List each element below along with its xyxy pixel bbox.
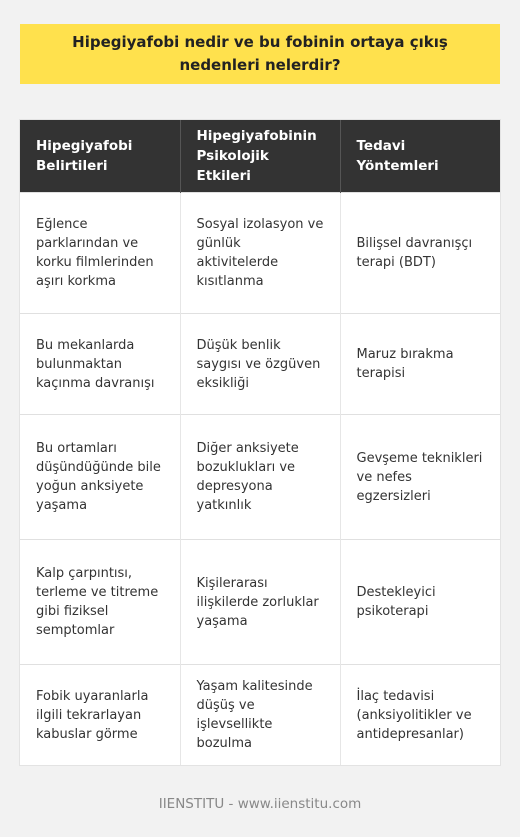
table-row xyxy=(20,540,500,665)
table-cell: Kalp çarpıntısı, terleme ve titreme gibi fiziksel semptomlar xyxy=(20,540,180,665)
table-cell: Sosyal izolasyon ve günlük aktivitelerde kısıtlanma xyxy=(180,193,340,314)
page-title: Hipegiyafobi nedir ve bu fobinin ortaya çıkış nedenleri nelerdir? xyxy=(72,33,448,74)
table-cell: İlaç tedavisi (anksiyolitikler ve antidepresanlar) xyxy=(340,665,500,766)
table-cell: Yaşam kalitesinde düşüş ve işlevsellikte bozulma xyxy=(180,665,340,766)
table-cell: Diğer anksiyete bozuklukları ve depresyona yatkınlık xyxy=(180,415,340,540)
column-header-treatments: Tedavi Yöntemleri xyxy=(340,120,500,193)
table-row xyxy=(20,193,500,314)
table-row xyxy=(20,314,500,415)
table-row xyxy=(20,665,500,766)
table-cell: Bu ortamları düşündüğünde bile yoğun anksiyete yaşama xyxy=(20,415,180,540)
table-row xyxy=(20,415,500,540)
column-header-symptoms: Hipegiyafobi Belirtileri xyxy=(20,120,180,193)
table-cell: Fobik uyaranlarla ilgili tekrarlayan kabuslar görme xyxy=(20,665,180,766)
table-cell: Destekleyici psikoterapi xyxy=(340,540,500,665)
footer-credit: IIENSTITU - www.iienstitu.com xyxy=(158,796,362,812)
table-header-row xyxy=(20,120,500,193)
table-cell: Düşük benlik saygısı ve özgüven eksikliği xyxy=(180,314,340,415)
comparison-table-container xyxy=(20,120,500,765)
table-cell: Kişilerarası ilişkilerde zorluklar yaşama xyxy=(180,540,340,665)
title-banner xyxy=(20,24,500,84)
table-cell: Bu mekanlarda bulunmaktan kaçınma davranışı xyxy=(20,314,180,415)
column-header-effects: Hipegiyafobinin Psikolojik Etkileri xyxy=(180,120,340,193)
table-cell: Maruz bırakma terapisi xyxy=(340,314,500,415)
table-cell: Eğlence parklarından ve korku filmlerinden aşırı korkma xyxy=(20,193,180,314)
table-cell: Bilişsel davranışçı terapi (BDT) xyxy=(340,193,500,314)
table-cell: Gevşeme teknikleri ve nefes egzersizleri xyxy=(340,415,500,540)
comparison-table xyxy=(20,120,500,765)
